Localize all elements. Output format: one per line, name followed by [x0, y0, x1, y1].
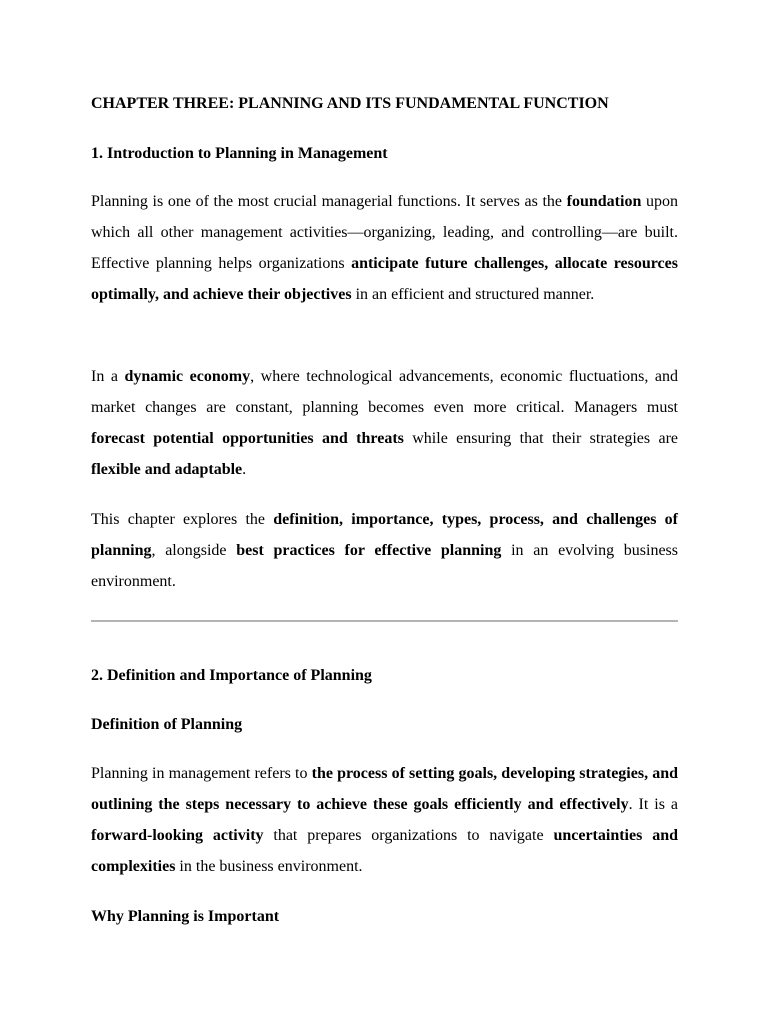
section1-paragraph-1: Planning is one of the most crucial managerial functions. It serves as the foundation upon which all other management activities—organizing, leading, and controlling—are built. Effective planning helps organizations anticipate future challenges, allocate resources optimally, and achieve their objectives in an efficient and structured manner.	[91, 193, 678, 303]
section1-heading: 1. Introduction to Planning in Management	[91, 145, 388, 162]
bold-text: forecast potential opportunities and threats	[91, 430, 404, 447]
bold-text: foundation	[566, 193, 642, 210]
bold-text: forward-looking activity	[91, 827, 264, 844]
section-divider	[91, 620, 678, 622]
bold-text: uncertainties and complexities	[91, 827, 678, 875]
section2-heading: 2. Definition and Importance of Planning	[91, 667, 372, 684]
bold-text: flexible and adaptable	[91, 461, 243, 478]
section2-paragraph-1: Planning in management refers to the process of setting goals, developing strategies, and outlining the steps necessary to achieve these goals efficiently and effectively. It is a forward-looking activity that prepares organizations to navigate uncertainties and complexities in the business environment.	[91, 765, 679, 875]
definition-subheading: Definition of Planning	[91, 716, 243, 733]
bold-text: definition, importance, types, process, and challenges of planning	[91, 511, 678, 559]
bold-text: anticipate future challenges, allocate resources optimally, and achieve their objectives	[91, 255, 678, 303]
bold-text: dynamic economy	[124, 368, 251, 385]
bold-text: best practices for effective planning	[236, 542, 502, 559]
bold-text: the process of setting goals, developing strategies, and outlining the steps necessary to achieve these goals efficiently and effectively	[91, 765, 679, 813]
chapter-title: CHAPTER THREE: PLANNING AND ITS FUNDAMENTAL FUNCTION	[91, 95, 609, 112]
section1-paragraph-2: In a dynamic economy, where technological advancements, economic fluctuations, and market changes are constant, planning becomes even more critical. Managers must forecast potential opportunities and threats while ensuring that their strategies are flexible and adaptable.	[91, 368, 679, 478]
importance-subheading: Why Planning is Important	[91, 908, 280, 925]
section1-paragraph-3: This chapter explores the definition, importance, types, process, and challenges of planning, alongside best practices for effective planning in an evolving business environment.	[91, 511, 679, 590]
